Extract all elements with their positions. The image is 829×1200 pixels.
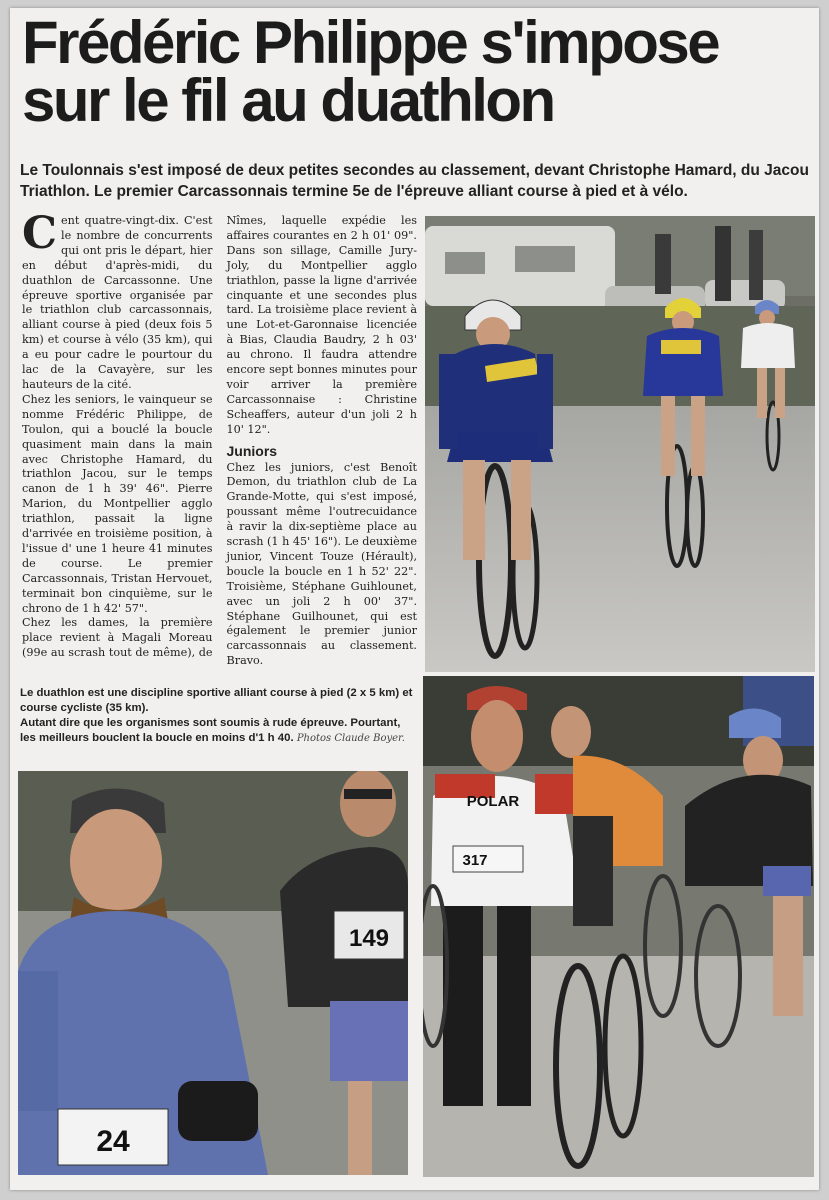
standfirst: Le Toulonnais s'est imposé de deux petites secondes au classement, devant Christophe Hamard, du Jacou Triathlon. Le premier Carcassonnais termine 5e de l'épreuve alliant course à pied et à vélo.: [20, 162, 809, 200]
jersey-polar-text: POLAR: [466, 793, 520, 810]
cyclist-bib: 317: [462, 852, 488, 869]
article-intro-text: ent quatre-vingt-dix. C'est le nombre de concurrents qui ont pris le départ, hier en début d'après-midi, du duathlon de Carcassonne. Une épreuve sportive organisée par le triathlon club carcassonnais, alliant course à pied (deux fois 5 km) et course à vélo (35 km), qui a eu pour cadre le pourtour du lac de la Cavayère, sur les hauteurs de la cité.: [22, 214, 213, 391]
subheading-juniors: Juniors: [226, 442, 278, 459]
drop-cap: C: [22, 208, 58, 259]
caption-line-2: Autant dire que les organismes sont soumis à rude épreuve. Pourtant, les meilleurs bouclent la boucle en moins d'1 h 40.: [20, 717, 401, 744]
headline: [22, 9, 812, 134]
article-paragraph: Chez les seniors, le vainqueur se nomme Frédéric Philippe, de Toulon, qui a bouclé la boucle quasiment main dans la main avec Christophe Hamard, du triathlon Jacou, sur le temps canon de 1 h 39' 46". Pierre Marion, du Montpellier agglo triathlon, passait la ligne d'arrivée en troisième position, à l'issue d' une 1 heure 41 minutes de course. Le premier Carcassonnais, Tristan Hervouet, terminait bon cinquième, sur le chrono de 1 h 42' 57".: [22, 392, 213, 615]
photo-cyclists-image: [425, 216, 815, 672]
photo-transition-image: [423, 676, 814, 1177]
photo-transition-area: [423, 676, 814, 1177]
photo-caption: [20, 686, 415, 746]
runner-left-bib: 24: [96, 1125, 130, 1158]
caption-line-1: Le duathlon est une discipline sportive alliant course à pied (2 x 5 km) et course cycliste (35 km).: [20, 687, 413, 714]
article-body: [22, 208, 417, 670]
photo-credit: Photos Claude Boyer.: [296, 733, 405, 744]
photo-runners-image: [18, 771, 408, 1175]
article-paragraph: Chez les dames, la première place revient à Magali Moreau (99e au scrash tout de même), de Nîmes, laquelle expédie les affaires courantes en 2 h 01' 09". Dans son sillage, Camille Jury-Joly, du Montpellier agglo triathlon, passe la ligne d'arrivée cinquante et une secondes plus tard. La troisième place revient à une Lot-et-Garonnaise licenciée à Bias, Claudia Baudry, 2 h 03' au chrono. Il faudra attendre encore sept bonnes minutes pour voir arriver la première Carcassonnaise : Christine Scheaffers, auteur d'un joli 2 h 10' 12".: [22, 214, 417, 660]
headline-line-1: Frédéric Philippe s'impose: [22, 9, 719, 76]
article-paragraph: Chez les juniors, c'est Benoît Demon, du triathlon club de La Grande-Motte, qui s'est imposé, poussant même l'outrecuidance à ravir la dix-septième place au scrash (1 h 45' 16"). Le deuxième junior, Vincent Touze (Hérault), boucle la boucle en 1 h 52' 22". Troisième, Stéphane Guihlounet, avec un joli 2 h 00' 37". Stéphane Guilhounet, qui est également le premier junior carcassonnais au classement. Bravo.: [226, 460, 417, 668]
headline-line-2: sur le fil au duathlon: [22, 67, 554, 134]
article-paragraph: [22, 208, 213, 393]
photo-runners: [18, 771, 408, 1175]
runner-right-bib: 149: [348, 925, 390, 952]
photo-cyclists-road: [425, 216, 815, 672]
